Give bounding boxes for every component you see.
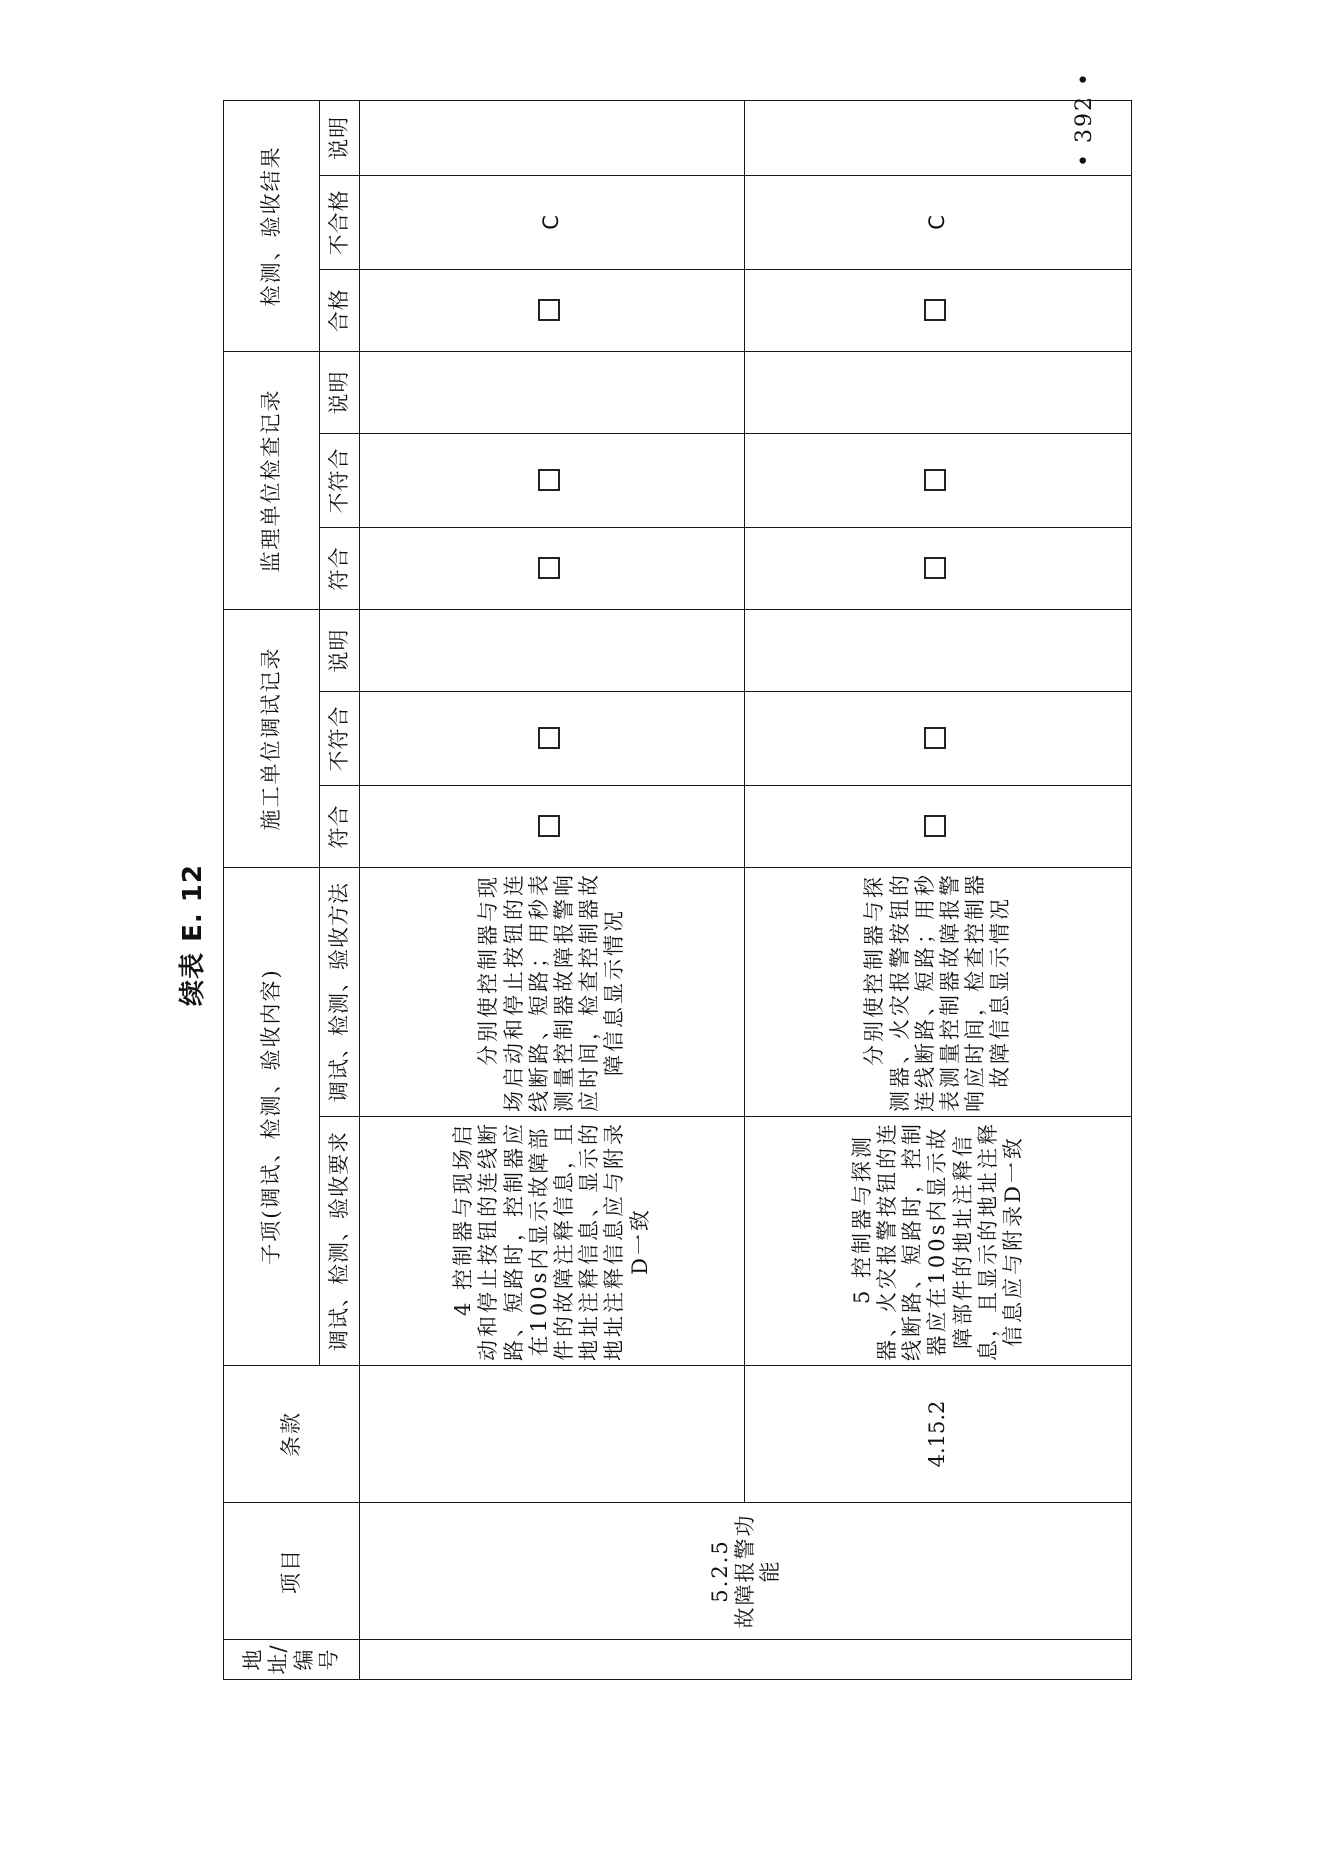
header-result-pass: 合格 <box>320 269 360 351</box>
project-cell <box>360 1503 1132 1640</box>
table-row <box>360 100 745 1679</box>
construction-note-cell <box>360 609 745 691</box>
construction-conform-cell[interactable] <box>745 785 1132 867</box>
checkbox-icon[interactable] <box>924 727 946 749</box>
checkbox-icon[interactable] <box>924 815 946 837</box>
requirement-cell: 5 控制器与探测器、火灾报警按钮的连线断路、短路时，控制器应在100s内显示故障部件的地址注释信息，且显示的地址注释信息应与附录D一致 <box>745 1117 1132 1366</box>
construction-conform-cell[interactable] <box>360 785 745 867</box>
header-construction-note: 说明 <box>320 609 360 691</box>
construction-nonconform-cell[interactable] <box>360 691 745 785</box>
header-supervision-nonconform: 不符合 <box>320 433 360 527</box>
table-row <box>745 100 1132 1679</box>
checkbox-icon[interactable] <box>538 727 560 749</box>
result-note-cell <box>360 100 745 175</box>
inspection-table <box>223 100 1132 1680</box>
checkbox-icon[interactable] <box>538 815 560 837</box>
header-construction: 施工单位调试记录 <box>224 609 320 867</box>
project-number: 5.2.5 <box>707 1539 732 1603</box>
supervision-note-cell <box>745 351 1132 433</box>
supervision-nonconform-cell[interactable] <box>360 433 745 527</box>
header-result: 检测、验收结果 <box>224 100 320 351</box>
header-construction-nonconform: 不符合 <box>320 691 360 785</box>
project-name: 故障报警功能 <box>732 1513 783 1629</box>
result-pass-cell[interactable] <box>360 269 745 351</box>
checkbox-icon[interactable] <box>924 299 946 321</box>
header-clause: 条款 <box>224 1366 360 1503</box>
header-method: 调试、检测、验收方法 <box>320 867 360 1116</box>
clause-cell <box>360 1366 745 1503</box>
result-fail-cell: C <box>360 175 745 269</box>
header-supervision-note: 说明 <box>320 351 360 433</box>
construction-note-cell <box>745 609 1132 691</box>
address-cell <box>360 1640 1132 1680</box>
checkbox-icon[interactable] <box>924 557 946 579</box>
header-supervision: 监理单位检查记录 <box>224 351 320 609</box>
clause-cell: 4.15.2 <box>745 1366 1132 1503</box>
result-pass-cell[interactable] <box>745 269 1132 351</box>
header-project: 项目 <box>224 1503 360 1640</box>
result-fail-cell: C <box>745 175 1132 269</box>
header-supervision-conform: 符合 <box>320 527 360 609</box>
requirement-cell: 4 控制器与现场启动和停止按钮的连线断路、短路时，控制器应在100s内显示故障部件的故障注释信息，且地址注释信息、显示的地址注释信息应与附录D一致 <box>360 1117 745 1366</box>
header-result-fail: 不合格 <box>320 175 360 269</box>
header-construction-conform: 符合 <box>320 785 360 867</box>
construction-nonconform-cell[interactable] <box>745 691 1132 785</box>
supervision-conform-cell[interactable] <box>745 527 1132 609</box>
header-result-note: 说明 <box>320 100 360 175</box>
method-cell: 分别使控制器与探测器、火灾报警按钮的连线断路、短路；用秒表测量控制器故障报警响应时间，检查控制器故障信息显示情况 <box>745 867 1132 1116</box>
checkbox-icon[interactable] <box>924 469 946 491</box>
header-address-no: 地址/编号 <box>224 1640 360 1680</box>
table-caption: 续表 E. 12 <box>178 864 208 1006</box>
supervision-note-cell <box>360 351 745 433</box>
header-row-1 <box>224 100 320 1679</box>
checkbox-icon[interactable] <box>538 469 560 491</box>
supervision-nonconform-cell[interactable] <box>745 433 1132 527</box>
method-cell: 分别使控制器与现场启动和停止按钮的连线断路、短路；用秒表测量控制器故障报警响应时间，检查控制器故障信息显示情况 <box>360 867 745 1116</box>
header-subitem: 子项(调试、检测、验收内容) <box>224 867 320 1365</box>
supervision-conform-cell[interactable] <box>360 527 745 609</box>
checkbox-icon[interactable] <box>538 299 560 321</box>
header-requirement: 调试、检测、验收要求 <box>320 1117 360 1366</box>
checkbox-icon[interactable] <box>538 557 560 579</box>
page-number: • 392 • <box>1072 71 1097 167</box>
